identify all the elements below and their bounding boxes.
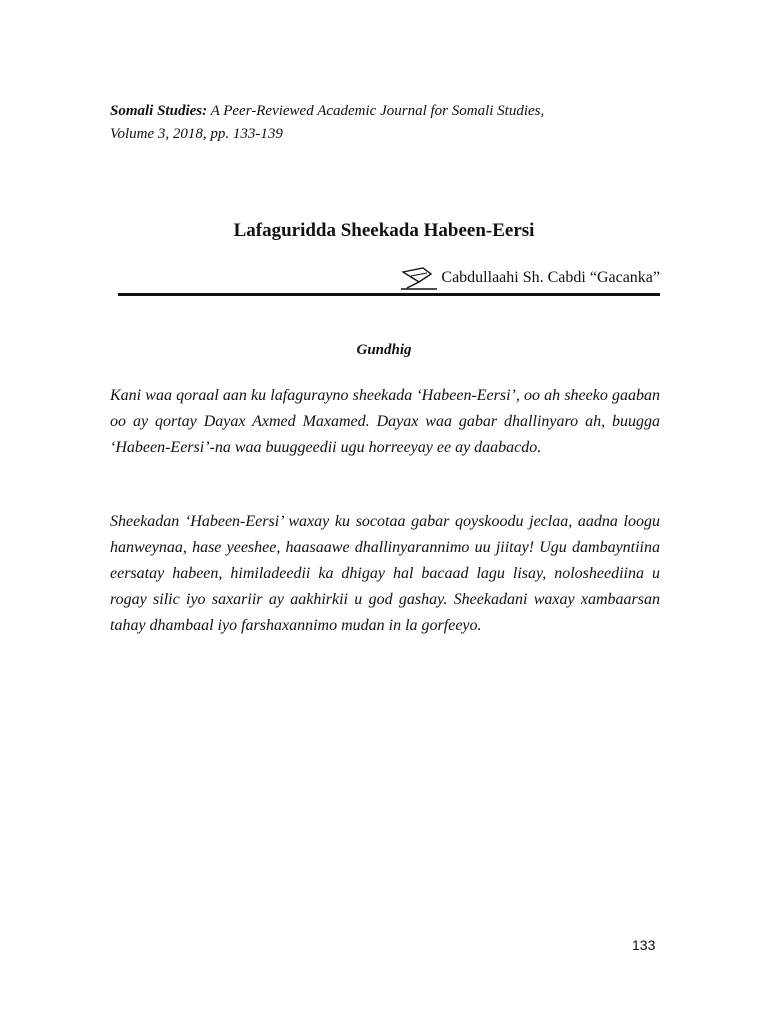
journal-volume-info: Volume 3, 2018, pp. 133-139 [110, 126, 283, 142]
journal-subtitle: A Peer-Reviewed Academic Journal for Somali Studies, [210, 103, 545, 119]
author-name: Cabdullaahi Sh. Cabdi “Gacanka” [441, 269, 660, 286]
author-block [397, 263, 660, 293]
journal-header [110, 100, 670, 146]
author-rule [118, 263, 660, 296]
abstract-paragraph-2: Sheekadan ‘Habeen-Eersi’ waxay ku socotaa gabar qoyskoodu jeclaa, aadna loogu hanweynaa, hase yeeshee, haasaawe dhallinyarannimo uu jiitay! Ugu dambayntiina eersatay habeen, himiladeedii ka dhigay hal bacaad lagu lisay, nolosheediina u rogay silic iyo saxariir ay aakhirkii u god gashay. Sheekadani waxay xambaarsan tahay dhambaal iyo farshaxannimo mudan in la gorfeeyo. [110, 513, 660, 634]
article-title: Lafaguridda Sheekada Habeen-Eersi [233, 220, 535, 241]
page-number: 133 [632, 937, 656, 953]
abstract-heading: Gundhig [356, 342, 412, 358]
journal-name: Somali Studies: [110, 103, 208, 119]
journal-citation-line-1 [110, 100, 670, 123]
writing-hand-icon [397, 264, 439, 292]
abstract-paragraph-1: Kani waa qoraal aan ku lafagurayno sheekada ‘Habeen-Eersi’, oo ah sheeko gaaban oo ay qortay Dayax Axmed Maxamed. Dayax waa gabar dhallinyaro ah, buugga ‘Habeen-Eersi’-na waa buuggeedii ugu horreeyay ee ay daabacdo. [110, 387, 660, 456]
